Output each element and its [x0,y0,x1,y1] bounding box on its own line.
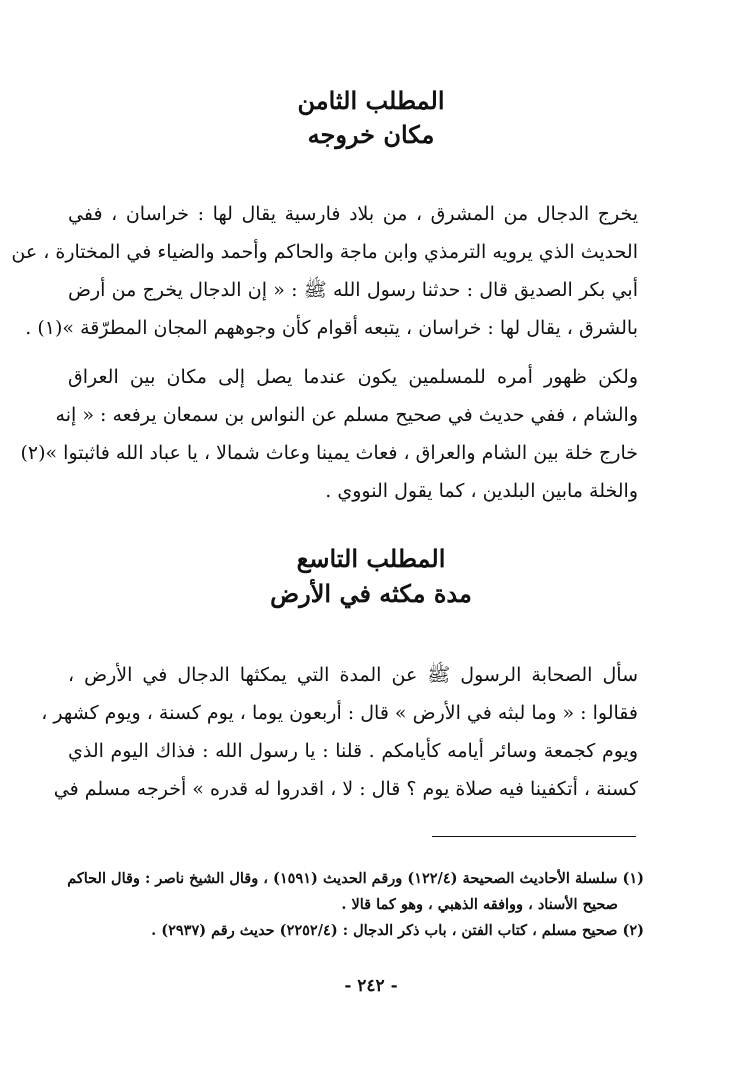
section-heading: المطلب الثامن [297,86,445,115]
text-line: والخلة مابين البلدين ، كما يقول النووي . [325,480,638,502]
footnote-2: (٢) صحيح مسلم ، كتاب الفتن ، باب ذكر الدجال : (٢٢٥٢/٤) حديث رقم (٢٩٣٧) . [151,922,644,939]
paragraph [20,358,638,510]
footnotes [67,866,644,944]
text-line: يخرج الدجال من المشرق ، من بلاد فارسية يقال لها : خراسان ، ففي [68,203,638,225]
footnote-divider [432,836,636,837]
footnote-1: (١) سلسلة الأحاديث الصحيحة (١٢٢/٤) ورقم الحديث (١٥٩١) ، وقال الشيخ ناصر : وقال الحاكم [67,870,644,887]
text-line: والشام ، ففي حديث في صحيح مسلم عن النواس بن سمعان يرفعه : « إنه [55,404,638,426]
paragraph [41,656,638,808]
text-line: كسنة ، أتكفينا فيه صلاة يوم ؟ قال : لا ، اقدروا له قدره » أخرجه مسلم في [53,778,638,800]
section-subheading: مكان خروجه [307,120,435,149]
section-subheading: مدة مكثه في الأرض [270,579,472,608]
page-number: - ٢٤٢ - [344,976,398,996]
paragraph [11,195,638,347]
text-line: خارج خلة بين الشام والعراق ، فعاث يمينا وعاث شمالا ، يا عباد الله فاثبتوا »(٢) [20,442,638,464]
footnote-1-continuation: صحيح الأسناد ، ووافقه الذهبي ، وهو كما قالا . [341,896,618,913]
text-line: ويوم كجمعة وسائر أيامه كأيامكم . قلنا : يا رسول الله : فذاك اليوم الذي [68,740,638,762]
text-line: ولكن ظهور أمره للمسلمين يكون عندما يصل إلى مكان بين العراق [68,366,638,388]
text-line: فقالوا : « وما لبثه في الأرض » قال : أربعون يوما ، يوم كسنة ، ويوم كشهر ، [41,702,638,724]
text-line: سأل الصحابة الرسول ﷺ عن المدة التي يمكثها الدجال في الأرض ، [68,664,638,686]
section-heading: المطلب التاسع [296,544,446,573]
text-line: الحديث الذي يرويه الترمذي وابن ماجة والحاكم وأحمد والضياء في المختارة ، عن [11,241,638,263]
text-line: بالشرق ، يقال لها : خراسان ، يتبعه أقوام كأن وجوههم المجان المطرّقة »(١) . [25,317,638,339]
text-line: أبي بكر الصديق قال : حدثنا رسول الله ﷺ : « إن الدجال يخرج من أرض [68,279,638,301]
